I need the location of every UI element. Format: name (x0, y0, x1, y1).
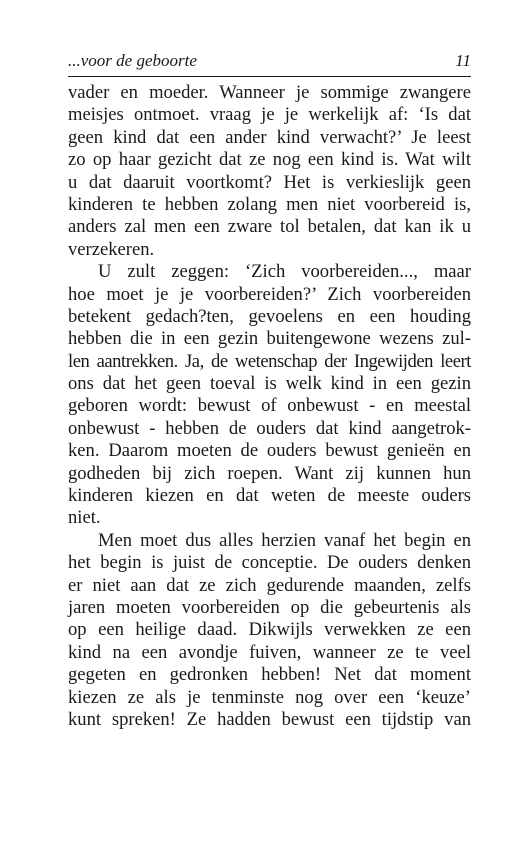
text-line: kinderen kiezen en dat weten de meeste ouders (68, 485, 471, 507)
text-line: ken. Daarom moeten de ouders bewust genieën en (68, 440, 471, 462)
text-line: onbewust - hebben de ouders dat kind aangetrok- (68, 417, 471, 439)
text-line: het begin is juist de conceptie. De ouders denken (68, 552, 471, 574)
text-line: verzekeren. (68, 238, 155, 260)
text-line: U zult zeggen: ‘Zich voorbereiden..., maar (98, 261, 471, 283)
text-line: len aantrekken. Ja, de wetenschap der Ingewijden leert (68, 350, 471, 372)
text-line: u dat daaruit voortkomt? Het is verkieslijk geen (68, 171, 471, 193)
book-page (68, 46, 471, 731)
text-line: anders zal men een zware tol betalen, dat kan ik u (68, 216, 471, 238)
text-line: geen kind dat een ander kind verwacht?’ Je leest (68, 126, 471, 148)
text-line: kind na een avondje fuiven, wanneer ze te veel (68, 641, 471, 663)
text-line: gegeten en gedronken hebben! Net dat moment (68, 664, 471, 686)
text-line: Men moet dus alles herzien vanaf het begin en (98, 529, 471, 551)
text-line: zo op haar gezicht dat ze nog een kind is. Wat wilt (68, 149, 471, 171)
text-line: betekent gedach?ten, gevoelens en een houding (68, 305, 471, 327)
text-line: godheden bij zich roepen. Want zij kunnen hun (68, 462, 471, 484)
text-line: niet. (68, 507, 101, 529)
text-line: ons dat het geen toeval is welk kind in een gezin (68, 373, 471, 395)
text-line: kunt spreken! Ze hadden bewust een tijdstip van (68, 708, 471, 730)
text-line: meisjes ontmoet. vraag je je werkelijk af: ‘Is dat (68, 104, 471, 126)
page-number: 11 (455, 51, 471, 70)
text-line: jaren moeten voorbereiden op die gebeurtenis als (68, 596, 471, 618)
text-line: kinderen te hebben zolang men niet voorbereid is, (68, 193, 471, 215)
text-line: hebben die in een gezin buitengewone wezens zul- (68, 328, 471, 350)
text-line: kiezen ze als je tenminste nog over een ‘keuze’ (68, 686, 471, 708)
chapter-title: ...voor de geboorte (68, 51, 197, 70)
text-line: vader en moeder. Wanneer je sommige zwangere (68, 82, 471, 103)
running-header (68, 46, 471, 76)
body-text (68, 82, 471, 731)
text-line: er niet aan dat ze zich gedurende maanden, zelfs (68, 574, 471, 596)
text-line: geboren wordt: bewust of onbewust - en meestal (68, 395, 471, 417)
text-line: hoe moet je je voorbereiden?’ Zich voorbereiden (68, 283, 471, 305)
text-line: op een heilige daad. Dikwijls verwekken ze een (68, 619, 471, 641)
header-rule (68, 76, 471, 77)
